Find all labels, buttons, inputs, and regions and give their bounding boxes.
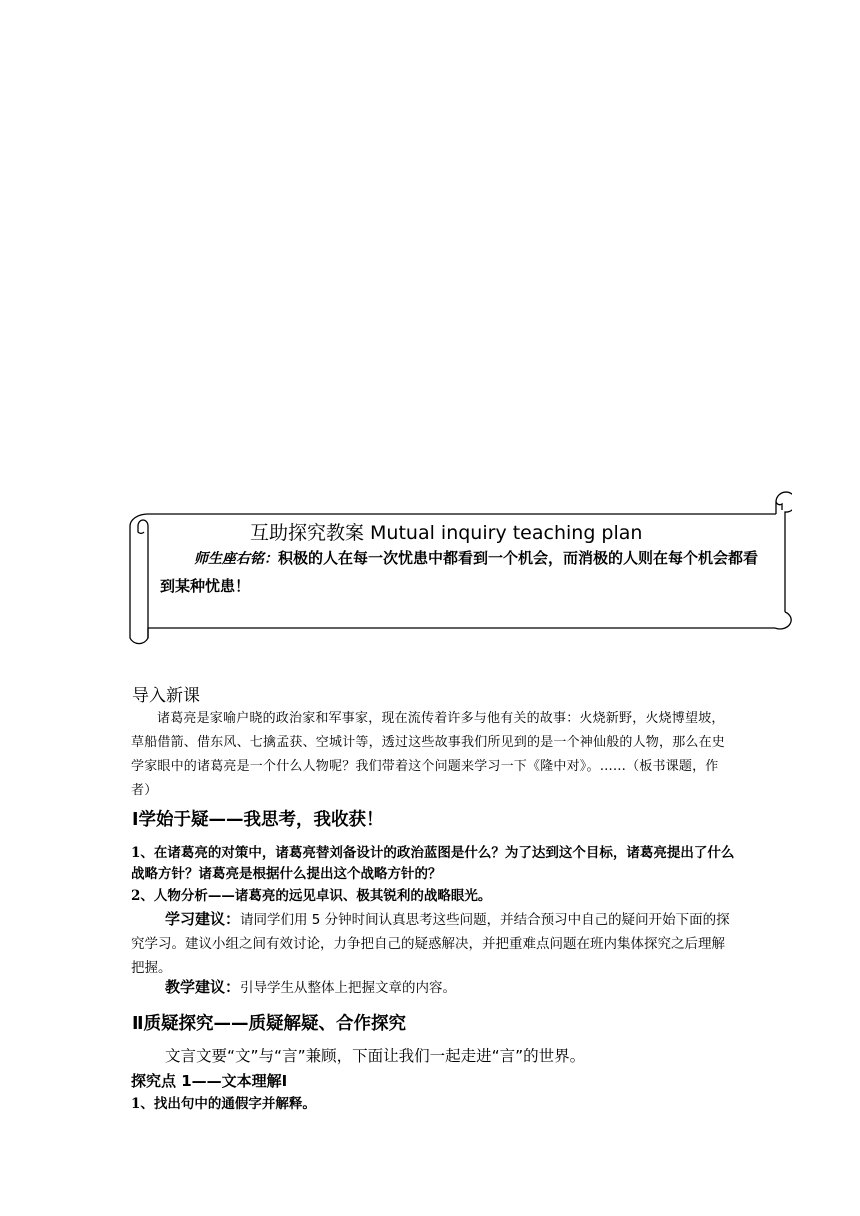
intro-paragraph: 诸葛亮是家喻户晓的政治家和军事家，现在流传着许多与他有关的故事：火烧新野，火烧博望坡，草船借箭、借东风、七擒孟获、空城计等，透过这些故事我们所见到的是一个神仙般的人物，那么在史学家眼中的诸葛亮是一个什么人物呢？我们带着这个问题来学习一下《隆中对》。……（板书课题，作者） [131,711,726,798]
question-2-text: 、人物分析——诸葛亮的远见卓识、极其锐利的战略眼光。 [140,888,492,904]
item-1-number: 1 [131,1096,141,1112]
question-2 [131,886,736,907]
section2-heading: Ⅱ质疑探究——质疑解疑、合作探究 [132,1014,407,1034]
question-2-number: 2 [131,888,141,904]
motto-text: 积极的人在每一次忧患中都看到一个机会，而消极的人则在每个机会都看到某种忧患！ [160,549,759,595]
motto-label: 师生座右铭： [194,551,278,567]
item-1-text: 、找出句中的通假字并解释。 [140,1096,316,1112]
question-1-text: 、在诸葛亮的对策中，诸葛亮替刘备设计的政治蓝图是什么？为了达到这个目标，诸葛亮提出了什么战略方针？诸葛亮是根据什么提出这个战略方针的？ [131,845,735,882]
study-advice-label: 学习建议： [165,910,241,928]
teaching-advice-label: 教学建议： [165,978,241,996]
intro-heading: 导入新课 [132,686,200,706]
inquiry-point-heading: 探究点 1——文本理解Ⅰ [131,1072,288,1090]
section2-lead: 文言文要“文”与“言”兼顾，下面让我们一起走进“言”的世界。 [165,1047,586,1065]
banner-title: 互助探究教案 Mutual inquiry teaching plan [250,522,643,544]
motto [160,545,770,600]
question-1 [131,843,736,885]
study-advice-text: 请同学们用 5 分钟时间认真思考这些问题，并结合预习中自己的疑问开始下面的探究学习。建议小组之间有效讨论，力争把自己的疑惑解决，并把重难点问题在班内集体探究之后理解把握。 [131,912,730,976]
question-1-number: 1 [131,845,141,861]
section1-heading: Ⅰ学始于疑——我思考，我收获！ [132,810,384,830]
item-1 [131,1094,736,1115]
teaching-advice [131,975,736,1000]
teaching-advice-text: 引导学生从整体上把握文章的内容。 [240,980,457,996]
study-advice [131,907,736,980]
